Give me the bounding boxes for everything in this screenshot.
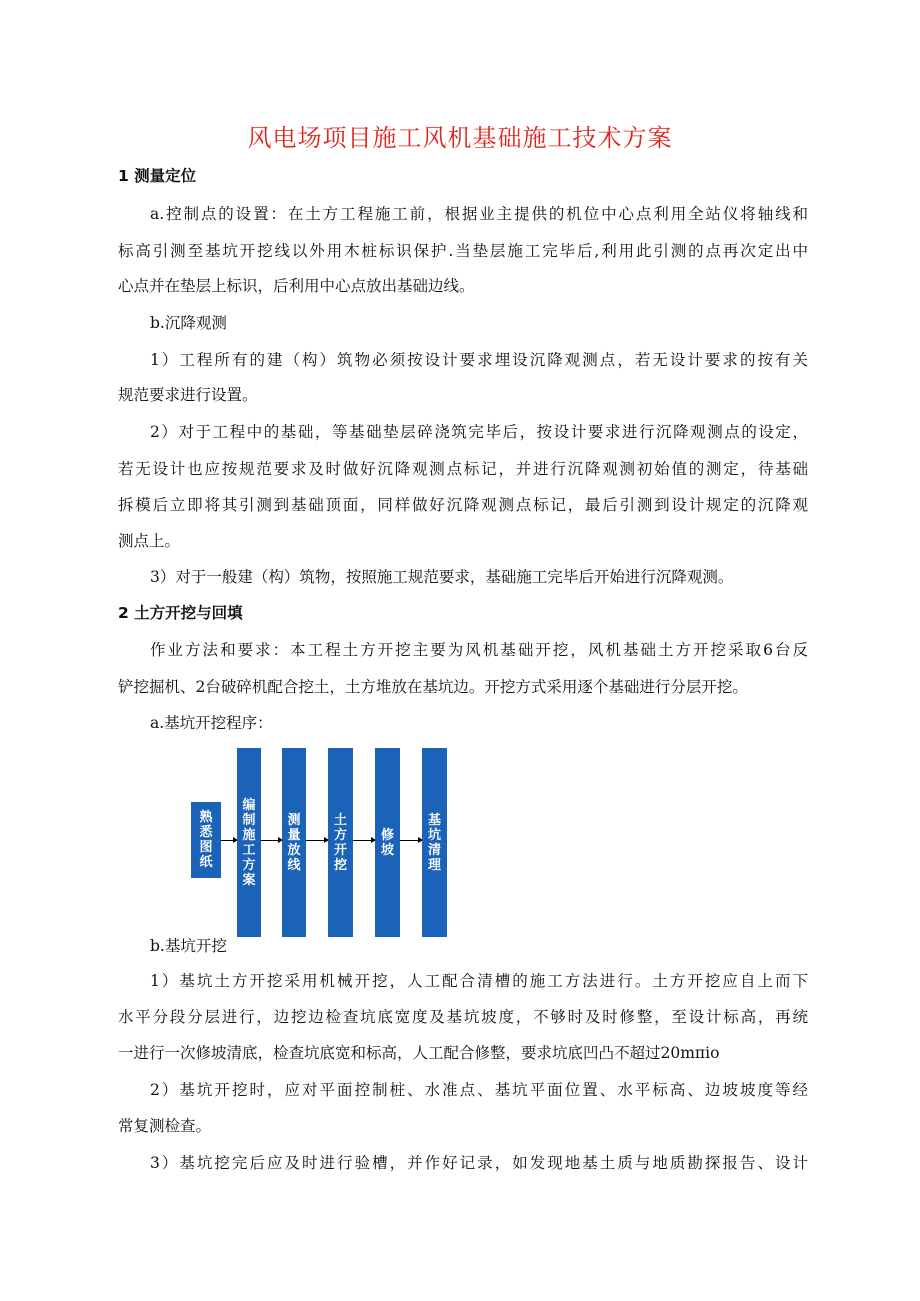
flow-arrow (221, 840, 237, 841)
paragraph-line: 拆模后立即将其引测到基础顶面，同样做好沉降观测点标记，最后引测到设计规定的沉降观 (118, 496, 808, 514)
paragraph-line: 标高引测至基坑开挖线以外用木桩标识保护.当垫层施工完毕后,利用此引测的点再次定出中 (118, 242, 808, 260)
paragraph-line: 常复测检查。 (118, 1117, 212, 1135)
flow-step-5: 修坡 (375, 748, 400, 937)
paragraph-line: 作业方法和要求：本工程土方开挖主要为风机基础开挖，风机基础土方开挖采取6台反 (150, 641, 808, 659)
flow-step-1: 熟悉图纸 (191, 802, 221, 878)
flow-step-6: 基坑清理 (422, 748, 447, 937)
document-title: 风电场项目施工风机基础施工技术方案 (247, 124, 673, 152)
paragraph-line: 3）对于一般建（构）筑物，按照施工规范要求，基础施工完毕后开始进行沉降观测。 (150, 568, 734, 586)
paragraph-line: 2）对于工程中的基础，等基础垫层碎浇筑完毕后，按设计要求进行沉降观测点的设定， (150, 423, 808, 441)
paragraph-line: 1）工程所有的建（构）筑物必须按设计要求埋设沉降观测点，若无设计要求的按有关 (150, 351, 808, 369)
flow-arrow (261, 840, 282, 841)
subheading-excavation: b.基坑开挖 (150, 937, 227, 955)
paragraph-line: 铲挖掘机、2台破碎机配合挖土，土方堆放在基坑边。开挖方式采用逐个基础进行分层开挖。 (118, 678, 748, 696)
paragraph-line: 3）基坑挖完后应及时进行验槽，并作好记录，如发现地基土质与地质勘探报告、设计 (150, 1154, 808, 1172)
paragraph-line: 心点并在垫层上标识，后利用中心点放出基础边线。 (118, 277, 475, 295)
paragraph-line: a.控制点的设置：在土方工程施工前，根据业主提供的机位中心点利用全站仪将轴线和 (150, 205, 808, 223)
subheading-settlement: b.沉降观测 (150, 314, 227, 332)
flow-arrow (400, 840, 422, 841)
flow-step-2: 编制施工方案 (237, 748, 261, 937)
paragraph-line: 规范要求进行设置。 (118, 386, 258, 404)
paragraph-line: 1）基坑土方开挖采用机械开挖，人工配合清槽的施工方法进行。土方开挖应自上而下 (150, 972, 808, 990)
paragraph-line: 若无设计也应按规范要求及时做好沉降观测点标记，并进行沉降观测初始值的测定，待基础 (118, 460, 808, 478)
paragraph-line: 2）基坑开挖时，应对平面控制桩、水准点、基坑平面位置、水平标高、边坡坡度等经 (150, 1081, 808, 1099)
section-1-heading: 1 测量定位 (118, 167, 197, 185)
flow-step-4: 土方开挖 (328, 748, 353, 937)
flow-arrow (353, 840, 375, 841)
excavation-flowchart (188, 742, 458, 937)
paragraph-line: 测点上。 (118, 532, 181, 550)
flow-step-3: 测量放线 (282, 748, 306, 937)
subheading-excavation-procedure: a.基坑开挖程序： (150, 714, 273, 732)
flow-arrow (306, 840, 328, 841)
paragraph-line: 一进行一次修坡清底，检查坑底宽和标高，人工配合修整，要求坑底凹凸不超过20mπio (118, 1044, 720, 1062)
paragraph-line: 水平分段分层进行，边挖边检查坑底宽度及基坑坡度，不够时及时修整，至设计标高，再统 (118, 1008, 808, 1026)
section-2-heading: 2 土方开挖与回填 (118, 604, 243, 622)
